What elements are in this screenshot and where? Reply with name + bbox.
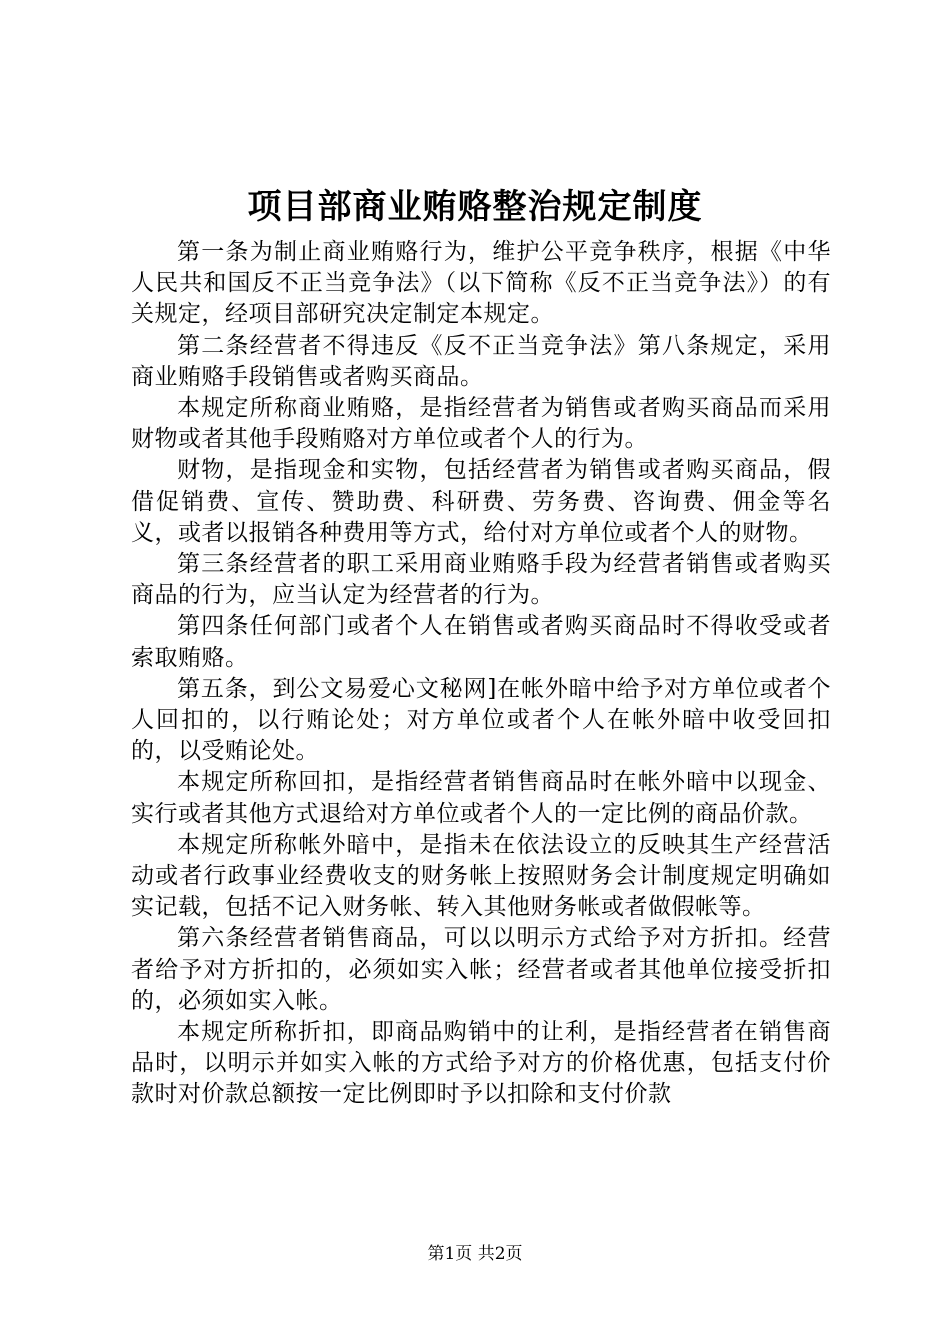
paragraph: 第六条经营者销售商品，可以以明示方式给予对方折扣。经营者给予对方折扣的，必须如实入帐；经营者或者其他单位接受折扣的，必须如实入帐。 [131,925,831,1014]
document-title: 项目部商业贿赂整治规定制度 [247,187,703,227]
paragraph: 第三条经营者的职工采用商业贿赂手段为经营者销售或者购买商品的行为，应当认定为经营者的行为。 [131,551,831,609]
page-number-footer: 第1页 共2页 [427,1244,523,1264]
paragraph: 本规定所称商业贿赂，是指经营者为销售或者购买商品而采用财物或者其他手段贿赂对方单位或者个人的行为。 [131,395,831,453]
paragraph: 第一条为制止商业贿赂行为，维护公平竞争秩序，根据《中华人民共和国反不正当竞争法》（以下简称《反不正当竞争法》）的有关规定，经项目部研究决定制定本规定。 [131,239,831,328]
paragraph: 第五条，到公文易爱心文秘网]在帐外暗中给予对方单位或者个人回扣的，以行贿论处；对方单位或者个人在帐外暗中收受回扣的，以受贿论处。 [131,675,831,765]
paragraph: 第二条经营者不得违反《反不正当竞争法》第八条规定，采用商业贿赂手段销售或者购买商品。 [131,332,831,390]
paragraph: 本规定所称折扣，即商品购销中的让利，是指经营者在销售商品时，以明示并如实入帐的方式给予对方的价格优惠，包括支付价款时对价款总额按一定比例即时予以扣除和支付价款 [131,1019,831,1108]
paragraph: 第四条任何部门或者个人在销售或者购买商品时不得收受或者索取贿赂。 [131,613,831,671]
paragraph: 本规定所称回扣，是指经营者销售商品时在帐外暗中以现金、实行或者其他方式退给对方单位或者个人的一定比例的商品价款。 [131,769,831,827]
document-body [131,237,831,1111]
paragraph: 本规定所称帐外暗中，是指未在依法设立的反映其生产经营活动或者行政事业经费收支的财务帐上按照财务会计制度规定明确如实记载，包括不记入财务帐、转入其他财务帐或者做假帐等。 [131,831,831,921]
paragraph: 财物，是指现金和实物，包括经营者为销售或者购买商品，假借促销费、宣传、赞助费、科研费、劳务费、咨询费、佣金等名义，或者以报销各种费用等方式，给付对方单位或者个人的财物。 [131,457,831,546]
